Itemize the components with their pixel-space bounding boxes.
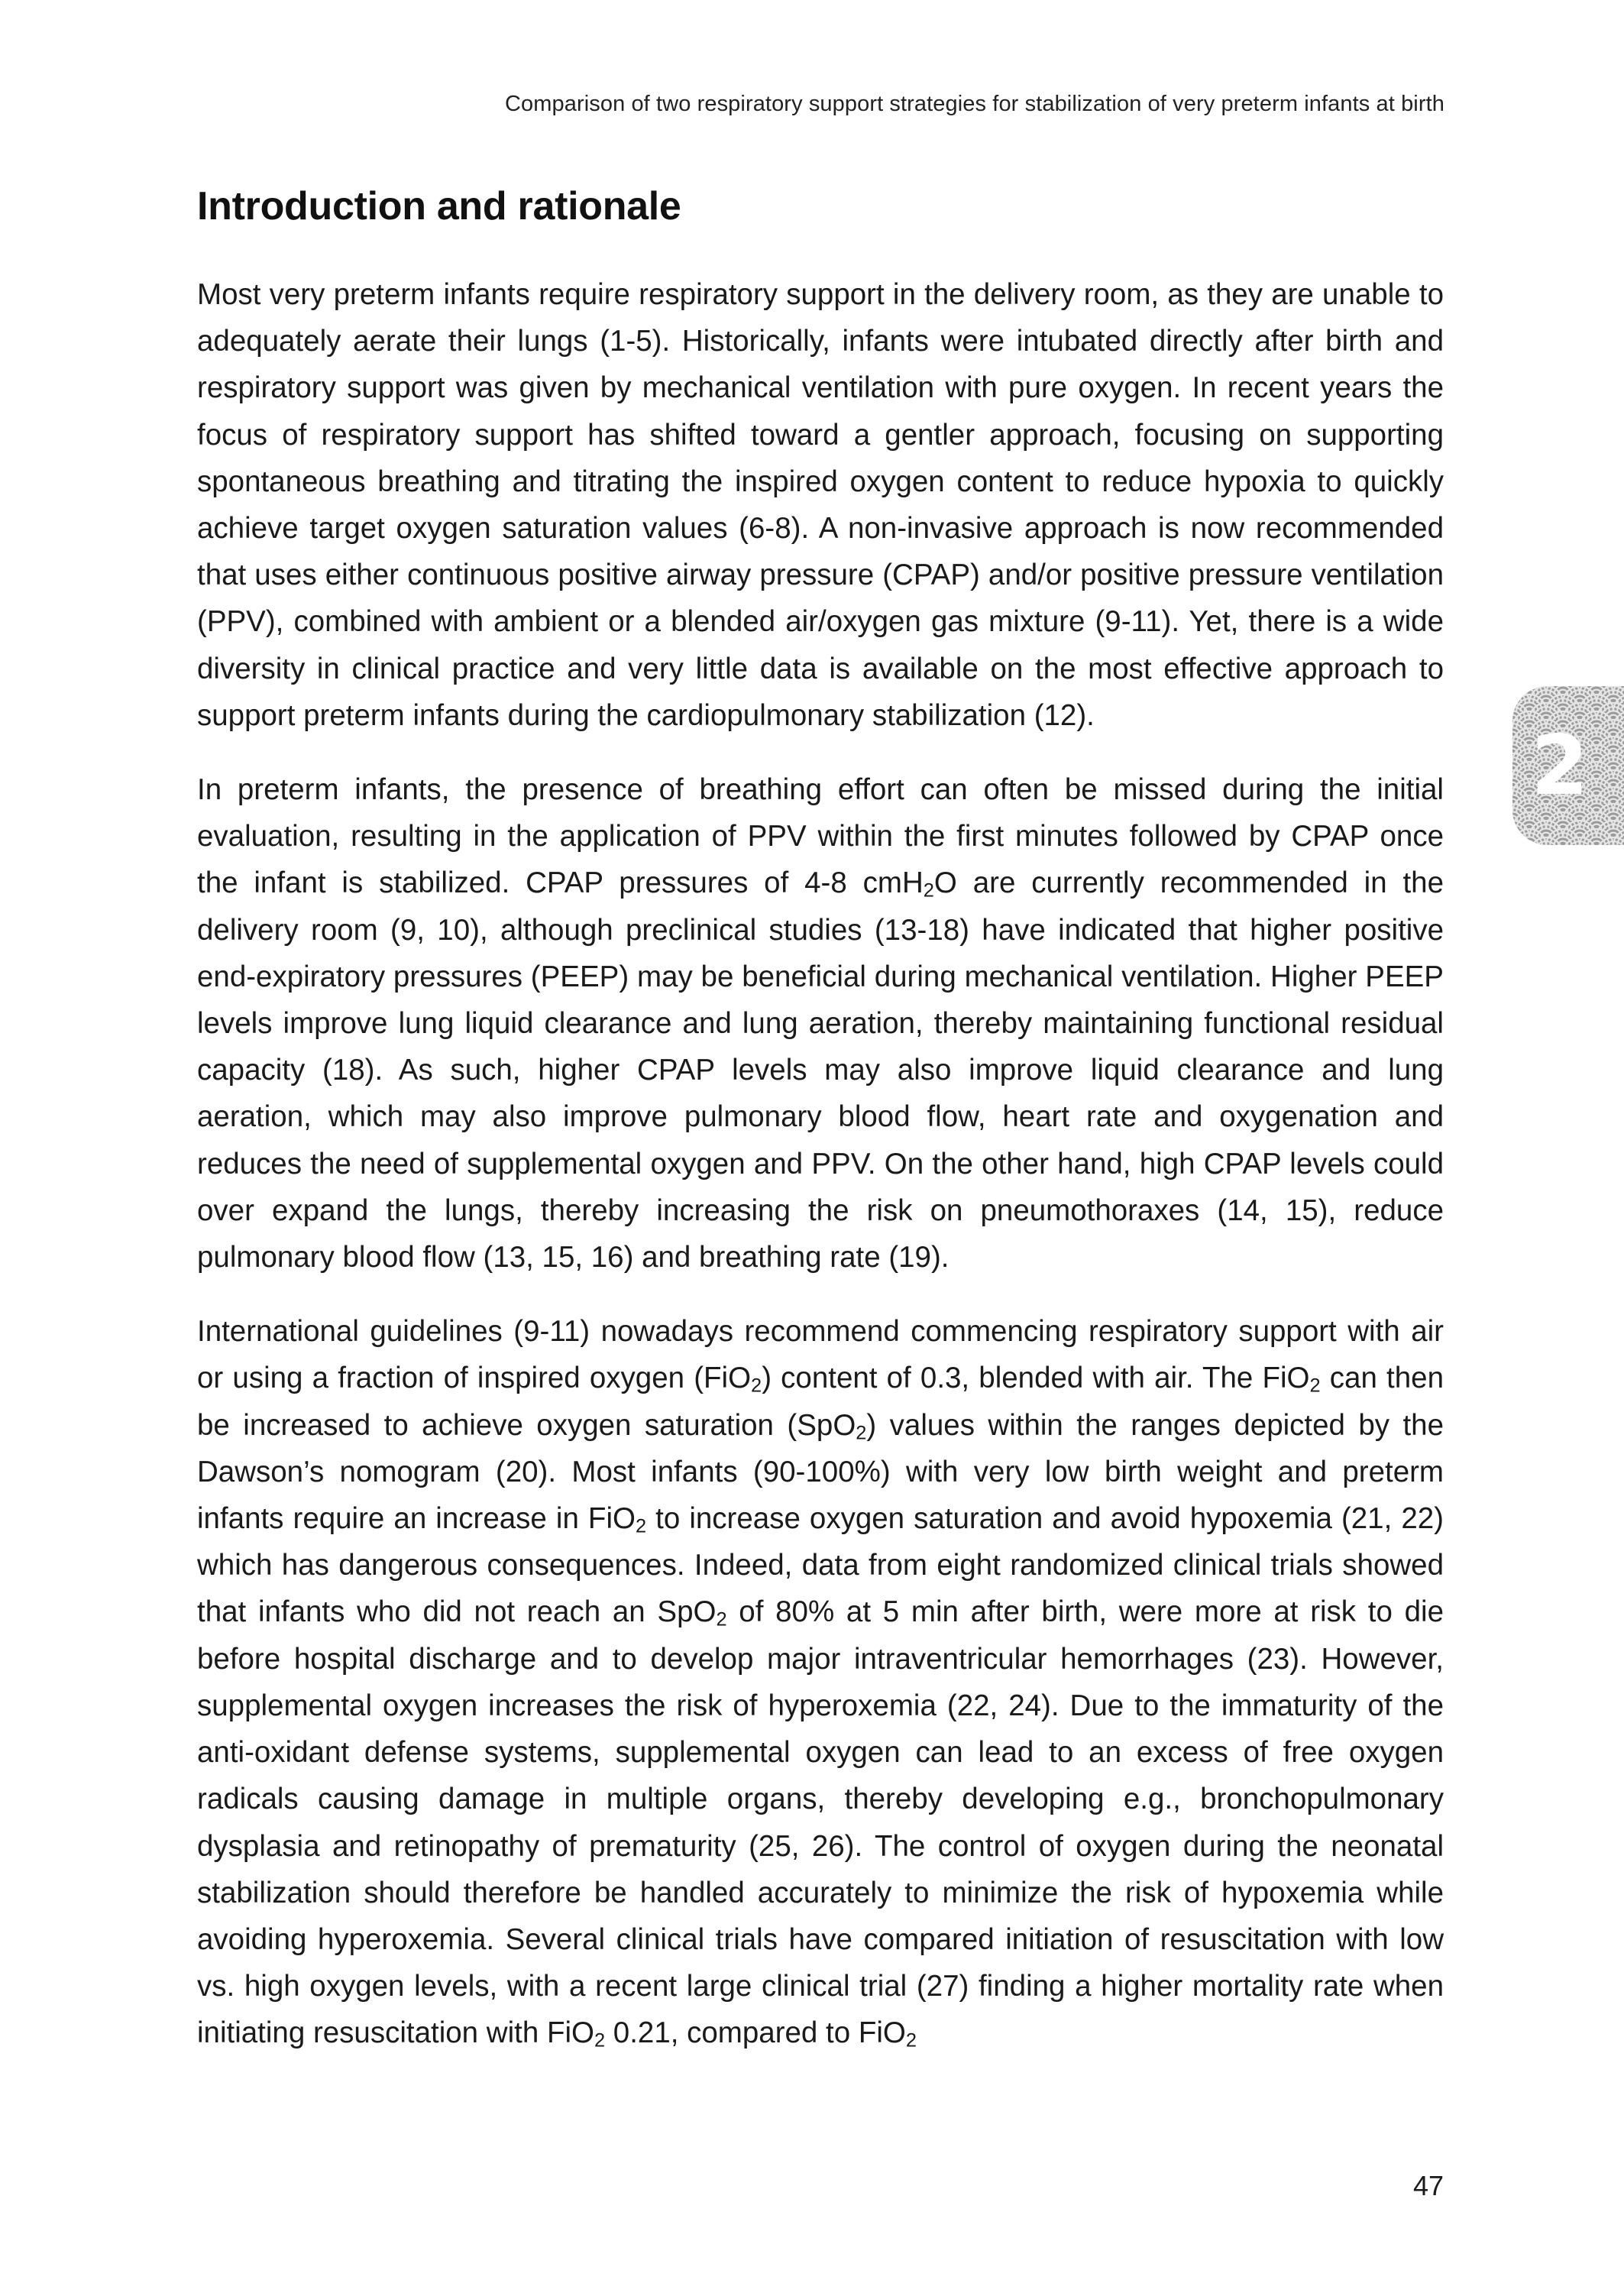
subscript-text: 2	[635, 1515, 647, 1537]
chapter-tab	[1512, 686, 1624, 845]
paragraph-text: 0.21, compared to FiO	[605, 2016, 906, 2050]
subscript-text: 2	[856, 1422, 867, 1444]
paragraph-text: of 80% at 5 min after birth, were more at risk to die before hospital discharge and to develop major intraventricular hemorrhages (23). However, supplemental oxygen increases the risk of hyperoxemia (22, 24). Due to the immaturity of the anti-oxidant defense systems, supplemental oxygen can lead to an excess of free oxygen radicals causing damage in multiple organs, thereby developing e.g., bronchopulmonary dysplasia and retinopathy of prematurity (25, 26). The control of oxygen during the neonatal stabilization should therefore be handled accurately to minimize the risk of hypoxemia while avoiding hyperoxemia. Several clinical trials have compared initiation of resuscitation with low vs. high oxygen levels, with a recent large clinical trial (27) finding a higher mortality rate when initiating resuscitation with FiO	[197, 1595, 1444, 2050]
subscript-text: 2	[751, 1375, 762, 1397]
subscript-text: 2	[905, 2029, 917, 2052]
page-number: 47	[1412, 2170, 1444, 2201]
body-paragraph	[197, 271, 1444, 739]
body-paragraph	[197, 1308, 1444, 2056]
body-paragraph	[197, 766, 1444, 1281]
paragraph-text: to increase oxygen saturation and avoid hypoxemia (21, 22) which has dangerous consequences. Indeed, data from eight randomized clinical trials showed that infants who did not reach an SpO	[197, 1502, 1444, 1629]
paragraph-text: ) content of 0.3, blended with air. The FiO	[762, 1362, 1310, 1395]
subscript-text: 2	[923, 880, 934, 902]
paragraph-text: ) values within the ranges depicted by the Dawson’s nomogram (20). Most infants (90-100%) with very low birth weight and preterm infants require an increase in FiO	[197, 1408, 1444, 1536]
subscript-text: 2	[594, 2029, 606, 2052]
subscript-text: 2	[1309, 1375, 1321, 1397]
chapter-number: 2	[1531, 717, 1589, 814]
body-text	[197, 271, 1444, 2084]
section-title: Introduction and rationale	[197, 184, 681, 228]
running-header: Comparison of two respiratory support strategies for stabilization of very preterm infants at birth	[504, 92, 1444, 116]
paragraph-text: International guidelines (9-11) nowadays recommend commencing respiratory support with air or using a fraction of inspired oxygen (FiO	[197, 1315, 1444, 1395]
paragraph-text: In preterm infants, the presence of breathing effort can often be missed during the initial evaluation, resulting in the application of PPV within the first minutes followed by CPAP once the infant is stabilized. CPAP pressures of 4-8 cmH	[197, 773, 1444, 900]
paragraph-text: can then be increased to achieve oxygen saturation (SpO	[197, 1362, 1444, 1442]
paragraph-text: O are currently recommended in the delivery room (9, 10), although preclinical studies (13-18) have indicated that higher positive end-expiratory pressures (PEEP) may be beneficial during mechanical ventilation. Higher PEEP levels improve lung liquid clearance and lung aeration, thereby maintaining functional residual capacity (18). As such, higher CPAP levels may also improve liquid clearance and lung aeration, which may also improve pulmonary blood flow, heart rate and oxygenation and reduces the need of supplemental oxygen and PPV. On the other hand, high CPAP levels could over expand the lungs, thereby increasing the risk on pneumothoraxes (14, 15), reduce pulmonary blood flow (13, 15, 16) and breathing rate (19).	[197, 866, 1444, 1274]
subscript-text: 2	[716, 1609, 727, 1631]
paragraph-text: Most very preterm infants require respiratory support in the delivery room, as they are unable to adequately aerate their lungs (1-5). Historically, infants were intubated directly after birth and respiratory support was given by mechanical ventilation with pure oxygen. In recent years the focus of respiratory support has shifted toward a gentler approach, focusing on supporting spontaneous breathing and titrating the inspired oxygen content to reduce hypoxia to quickly achieve target oxygen saturation values (6-8). A non-invasive approach is now recommended that uses either continuous positive airway pressure (CPAP) and/or positive pressure ventilation (PPV), combined with ambient or a blended air/oxygen gas mixture (9-11). Yet, there is a wide diversity in clinical practice and very little data is available on the most effective approach to support preterm infants during the cardiopulmonary stabilization (12).	[197, 278, 1444, 732]
